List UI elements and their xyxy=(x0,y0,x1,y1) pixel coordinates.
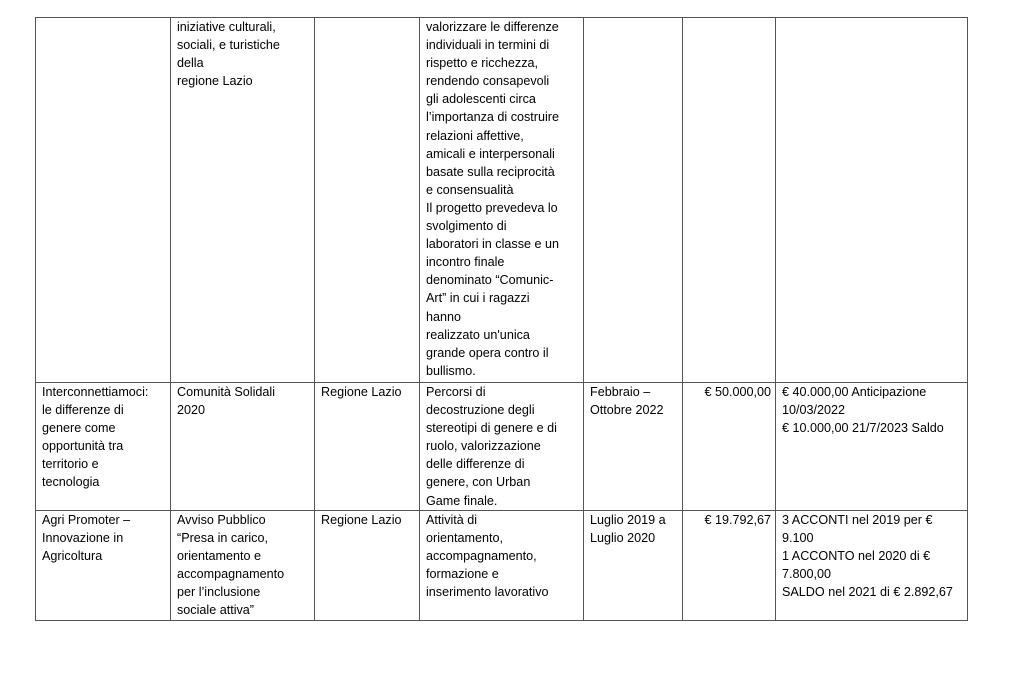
payment-entry: € 40.000,00 Anticipazione 10/03/2022 xyxy=(782,385,927,418)
payment-entry: 3 ACCONTI nel 2019 per € 9.100 xyxy=(782,513,933,546)
description-cell: valorizzare le differenze individuali in termini di rispetto e ricchezza, rendendo consapevoli gli adolescenti circa l’importanza di costruire relazioni affettive, amicali e interpersonali basate sulla reciprocità e consensualità Il progetto prevedeva lo svolgimento di laboratori in classe e un incontro finale denominato “Comunic- Art” in cui i ragazzi hanno realizzato un'unica grande opera contro il bullismo. xyxy=(420,18,584,383)
description-cell: Percorsi di decostruzione degli stereotipi di genere e di ruolo, valorizzazione delle differenze di genere, con Urban Game finale. xyxy=(420,383,584,511)
table-row xyxy=(36,511,968,621)
payments-cell xyxy=(776,511,968,621)
payment-entry: 1 ACCONTO nel 2020 di € 7.800,00 xyxy=(782,549,931,582)
projects-table xyxy=(35,17,968,621)
payments-cell xyxy=(776,383,968,511)
project-title-cell: Agri Promoter – Innovazione in Agricoltura xyxy=(36,511,171,621)
amount-cell: € 50.000,00 xyxy=(683,383,776,511)
amount-cell xyxy=(683,18,776,383)
funding-program-cell: Comunità Solidali 2020 xyxy=(171,383,315,511)
project-title-cell: Interconnettiamoci: le differenze di genere come opportunità tra territorio e tecnologia xyxy=(36,383,171,511)
payment-entry: € 10.000,00 21/7/2023 Saldo xyxy=(782,421,944,436)
table-row xyxy=(36,18,968,383)
amount-cell: € 19.792,67 xyxy=(683,511,776,621)
funding-body-cell xyxy=(315,18,420,383)
payment-entry: SALDO nel 2021 di € 2.892,67 xyxy=(782,585,953,600)
period-cell xyxy=(584,18,683,383)
table-row xyxy=(36,383,968,511)
project-title-cell xyxy=(36,18,171,383)
funding-program-cell: Avviso Pubblico “Presa in carico, orientamento e accompagnamento per l’inclusione sociale attiva” xyxy=(171,511,315,621)
period-cell: Luglio 2019 a Luglio 2020 xyxy=(584,511,683,621)
description-cell: Attività di orientamento, accompagnamento, formazione e inserimento lavorativo xyxy=(420,511,584,621)
payments-cell xyxy=(776,18,968,383)
funding-program-cell: iniziative culturali, sociali, e turistiche della regione Lazio xyxy=(171,18,315,383)
period-cell: Febbraio – Ottobre 2022 xyxy=(584,383,683,511)
funding-body-cell: Regione Lazio xyxy=(315,383,420,511)
funding-body-cell: Regione Lazio xyxy=(315,511,420,621)
